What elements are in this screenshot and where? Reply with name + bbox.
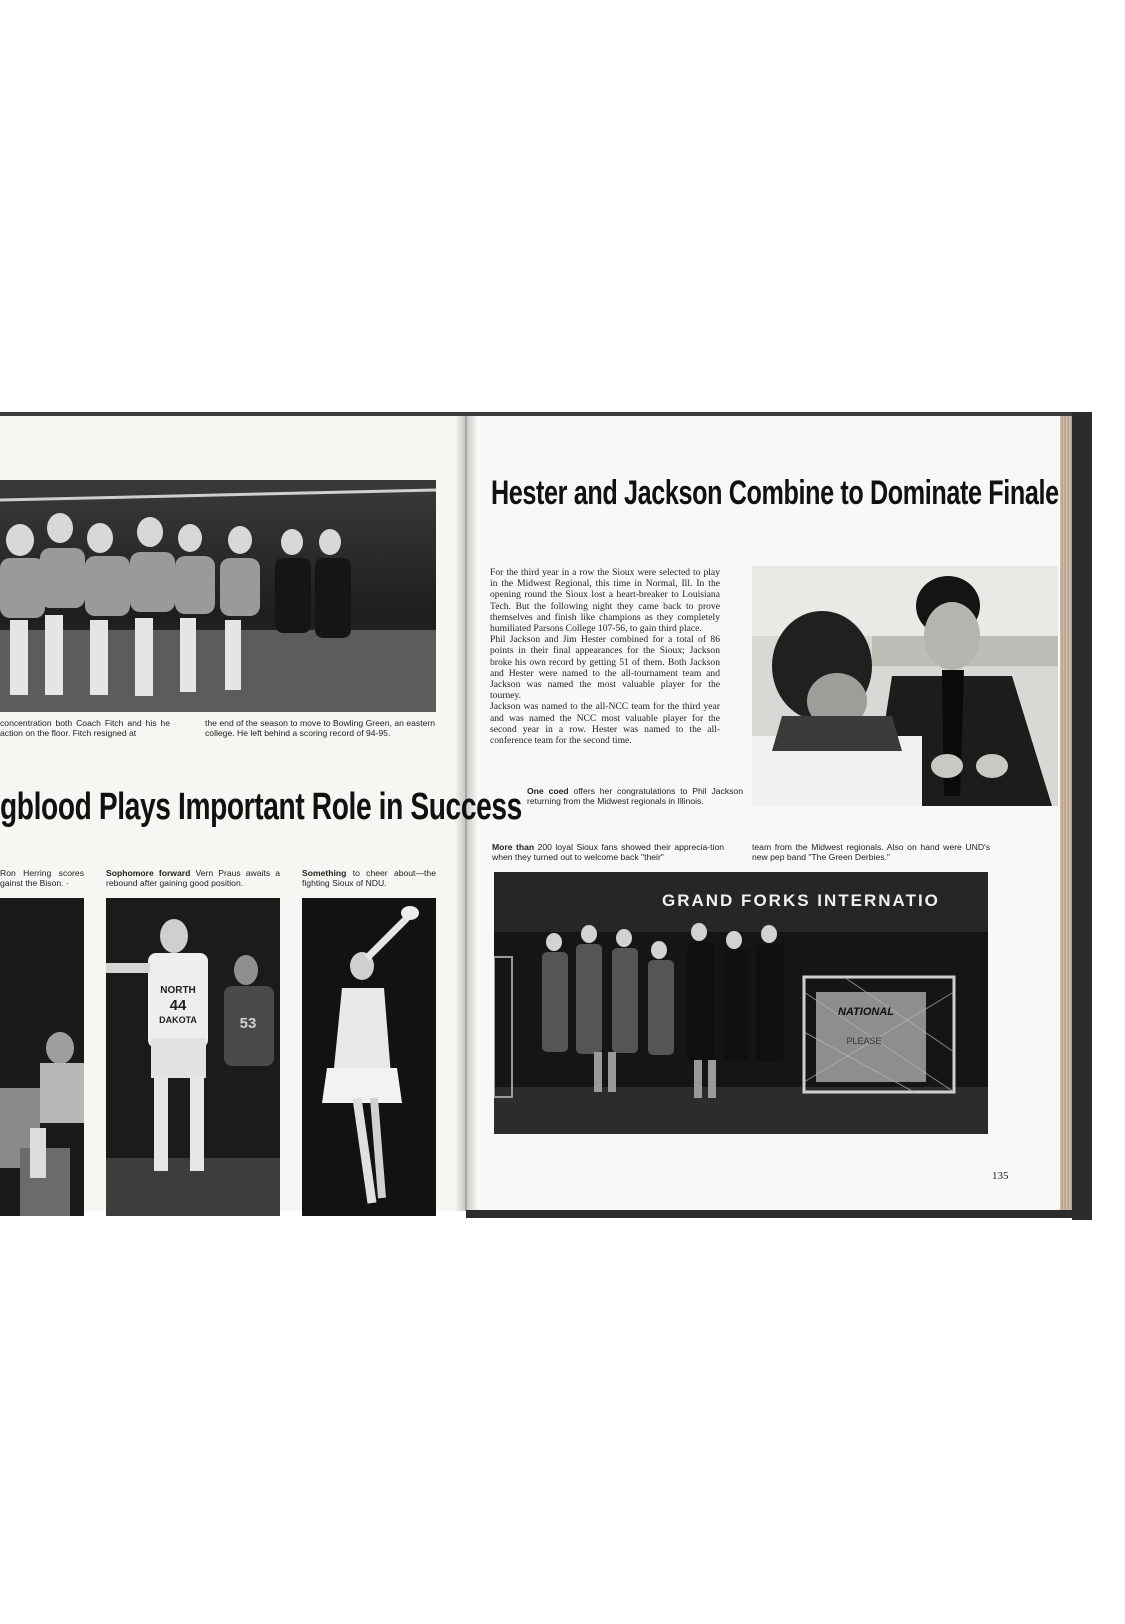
left-headline: gblood Plays Important Role in Success (0, 786, 522, 828)
page-number: 135 (992, 1170, 1009, 1182)
caption-praus-text: Vern Praus awaits a rebound after gaining good position. (106, 868, 280, 888)
caption-jackson (527, 786, 743, 806)
bench-photo (0, 480, 436, 712)
caption-fans-lead: More than (492, 842, 535, 852)
caption-cheer-lead: Something (302, 868, 347, 878)
article-body: For the third year in a row the Sioux were selected to play in the Midwest Regional, this time in Normal, Ill. In the opening round the Sioux lost a heart-breaker to Louisiana Tech. But the following night they came back to prove themselves and finish like champions as they completely humiliated Parsons College 107-56, to gain third place. Phil Jackson and Jim Hester combined for a total of 86 points in their final appearances for the Sioux; Jackson broke his own record by getting 51 of them. Both Jackson and Hester were named to the all-tournament team and Jackson was named the most valuable player for the tourney. Jackson was named to the all-NCC team for the third year and was named the NCC most valuable player for the second year in a row. Hester was named to the all-conference team for the second time. (490, 567, 720, 747)
airport-photo (494, 872, 988, 1134)
jersey-number: 44 (169, 997, 187, 1014)
gate-sign-national: NATIONAL (837, 1006, 895, 1018)
caption-jackson-text: offers her congratulations to Phil Jackson returning from the Midwest regionals in Illinois. (527, 786, 743, 806)
caption-cheer (302, 868, 436, 888)
caption-fans-right: team from the Midwest regionals. Also on hand were UND's new pep band "The Green Derbies." (752, 842, 990, 862)
caption-bench-left: concentration both Coach Fitch and his he action on the floor. Fitch resigned at (0, 718, 170, 738)
gate-sign-please: PLEASE (846, 1036, 882, 1046)
caption-herring: Ron Herring scores gainst the Bison. · (0, 868, 84, 888)
opponent-number: 53 (239, 1015, 257, 1032)
caption-bench-right: the end of the season to move to Bowling Green, an eastern college. He left behind a scoring record of 94-95. (205, 718, 435, 738)
right-headline: Hester and Jackson Combine to Dominate Finale (491, 474, 1059, 512)
jackson-photo (752, 566, 1058, 806)
book-cover-bottom (466, 1210, 1092, 1218)
jersey-text-north: NORTH (160, 985, 196, 996)
caption-jackson-lead: One coed (527, 786, 569, 796)
caption-fans-text: 200 loyal Sioux fans showed their apprecia-tion when they turned out to welcome back "their" (492, 842, 725, 862)
airport-sign: GRAND FORKS INTERNATIO (662, 891, 940, 910)
caption-fans-left (492, 842, 724, 862)
cheerleader-photo (302, 898, 436, 1216)
herring-photo (0, 898, 84, 1216)
book-cover-edge (1072, 412, 1092, 1220)
caption-cheer-text: to cheer about—the fighting Sioux of NDU. (302, 868, 436, 888)
praus-photo (106, 898, 280, 1216)
jersey-text-dakota: DAKOTA (159, 1015, 197, 1025)
caption-praus (106, 868, 280, 888)
caption-praus-lead: Sophomore forward (106, 868, 191, 878)
